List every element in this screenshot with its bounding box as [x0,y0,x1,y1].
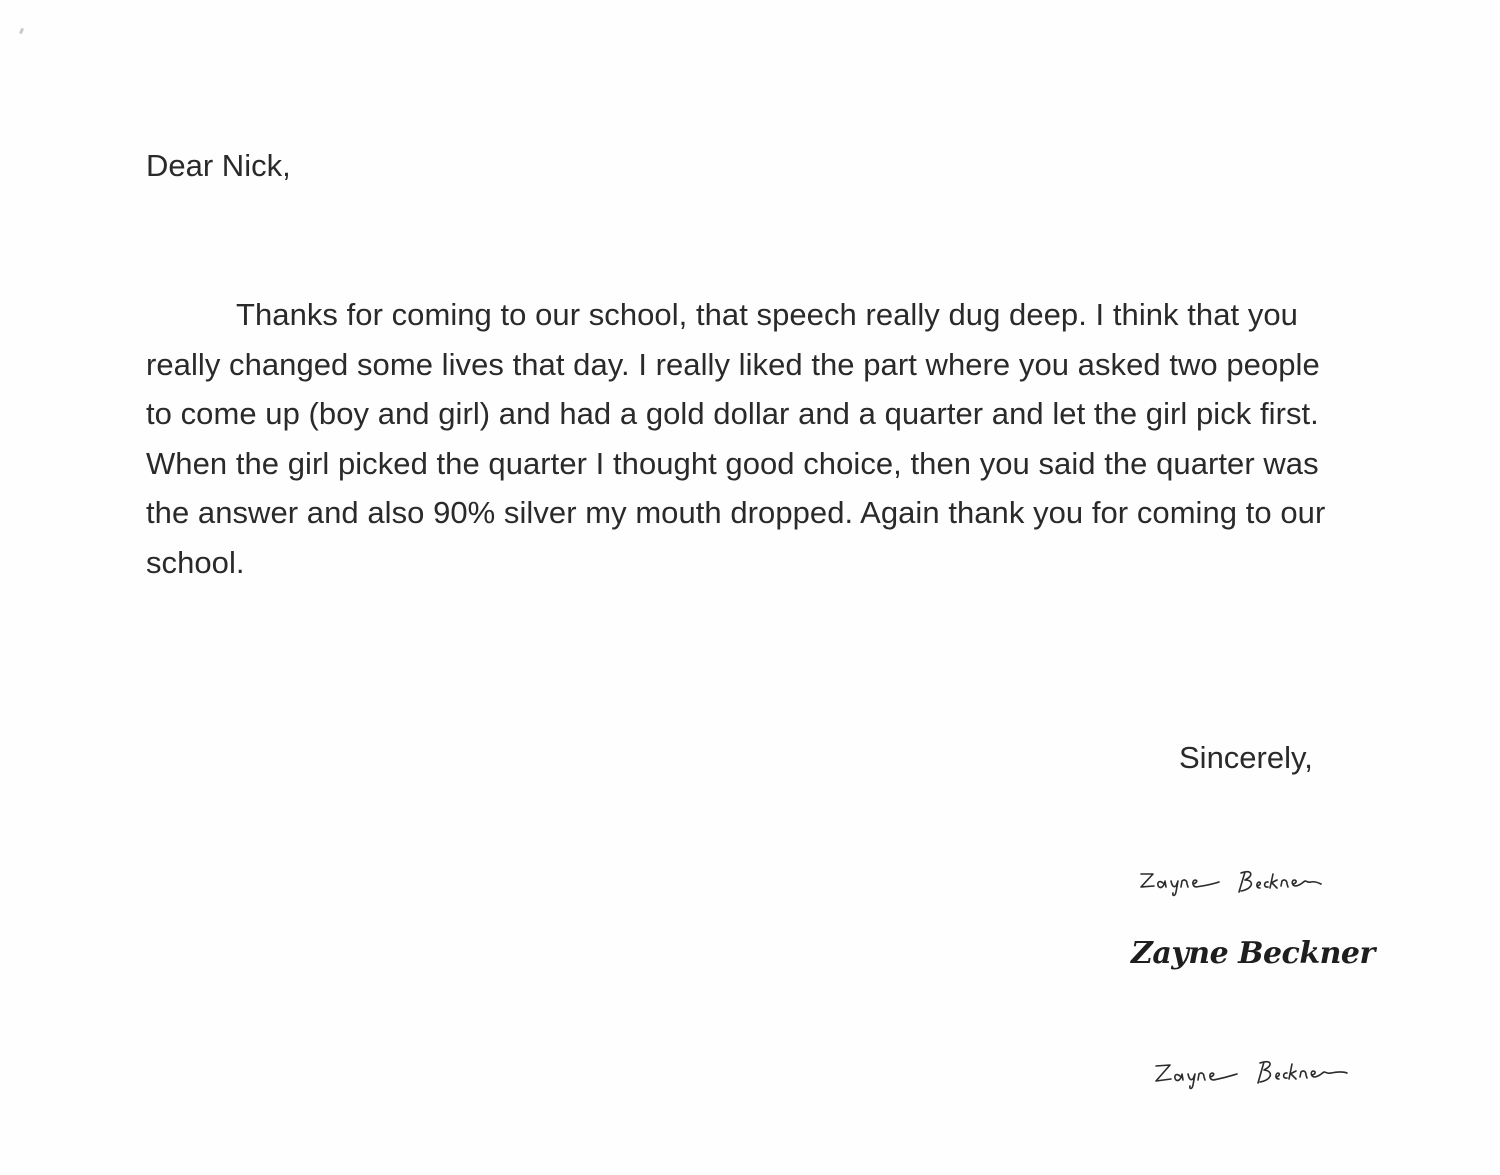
letter-body: Thanks for coming to our school, that speech really dug deep. I think that you really changed some lives that day. I really liked the part where you asked two people to come up (boy and girl) and had a gold dollar and a quarter and let the girl pick first. When the girl picked the quarter I thought good choice, then you said the quarter was the answer and also 90% silver my mouth dropped. Again thank you for coming to our school. [146,297,1326,580]
paper-speck [19,28,24,35]
salutation: Dear Nick, [146,148,291,183]
handwritten-signature-bottom [1150,1052,1365,1092]
handwritten-signature-top [1135,862,1350,902]
typed-signature-name: Zayne Beckner [1131,936,1375,971]
closing: Sincerely, [1179,740,1313,775]
